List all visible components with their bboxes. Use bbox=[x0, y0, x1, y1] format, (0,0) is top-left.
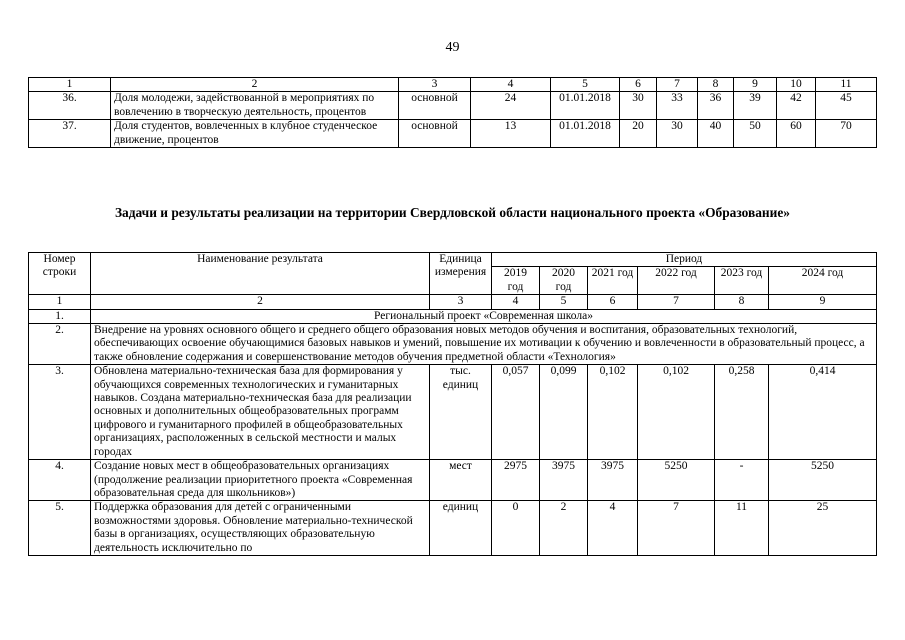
col-number-cell: 4 bbox=[492, 295, 540, 309]
indicators-header-row bbox=[29, 78, 877, 92]
column-numbers-row bbox=[29, 295, 877, 309]
header-year: 2024 год bbox=[769, 267, 877, 295]
header-row-number: Номер строки bbox=[29, 253, 91, 295]
col-number-cell: 5 bbox=[540, 295, 588, 309]
col-number-cell: 5 bbox=[551, 78, 620, 92]
table-row bbox=[29, 460, 877, 501]
header-year: 2019 год bbox=[492, 267, 540, 295]
table-row bbox=[29, 365, 877, 460]
year-value: 30 bbox=[657, 120, 698, 148]
year-value: 11 bbox=[715, 501, 769, 556]
year-value: 2975 bbox=[492, 460, 540, 501]
unit: мест bbox=[430, 460, 492, 501]
col-number-cell: 7 bbox=[657, 78, 698, 92]
year-value: 0,414 bbox=[769, 365, 877, 460]
col-number-cell: 1 bbox=[29, 295, 91, 309]
year-value: 33 bbox=[657, 92, 698, 120]
regional-project-title: Региональный проект «Современная школа» bbox=[91, 309, 877, 323]
base-date: 01.01.2018 bbox=[551, 120, 620, 148]
col-number-cell: 1 bbox=[29, 78, 111, 92]
table-row bbox=[29, 501, 877, 556]
header-period: Период bbox=[492, 253, 877, 267]
results-table bbox=[28, 252, 877, 556]
col-number-cell: 10 bbox=[777, 78, 816, 92]
col-number-cell: 8 bbox=[698, 78, 734, 92]
indicator-name: Доля студентов, вовлеченных в клубное студенческое движение, процентов bbox=[111, 120, 399, 148]
year-value: 20 bbox=[620, 120, 657, 148]
row-number: 37. bbox=[29, 120, 111, 148]
table-row bbox=[29, 309, 877, 323]
result-name: Поддержка образования для детей с ограниченными возможностями здоровья. Обновление материально-технической базы в организациях, осуществляющих образовательную деятельность исключительно по bbox=[91, 501, 430, 556]
year-value: 39 bbox=[734, 92, 777, 120]
col-number-cell: 2 bbox=[91, 295, 430, 309]
year-value: 0,258 bbox=[715, 365, 769, 460]
row-number: 5. bbox=[29, 501, 91, 556]
row-number: 1. bbox=[29, 309, 91, 323]
col-number-cell: 3 bbox=[399, 78, 471, 92]
year-value: 0,102 bbox=[638, 365, 715, 460]
col-number-cell: 7 bbox=[638, 295, 715, 309]
base-value: 13 bbox=[471, 120, 551, 148]
col-number-cell: 9 bbox=[769, 295, 877, 309]
col-number-cell: 3 bbox=[430, 295, 492, 309]
year-value: 5250 bbox=[769, 460, 877, 501]
row-number: 4. bbox=[29, 460, 91, 501]
result-name: Создание новых мест в общеобразовательных организациях (продолжение реализации приоритетного проекта «Современная образовательная среда для школьников») bbox=[91, 460, 430, 501]
col-number-cell: 9 bbox=[734, 78, 777, 92]
indicator-type: основной bbox=[399, 92, 471, 120]
year-value: 40 bbox=[698, 120, 734, 148]
col-number-cell: 8 bbox=[715, 295, 769, 309]
indicator-type: основной bbox=[399, 120, 471, 148]
year-value: 0 bbox=[492, 501, 540, 556]
section-title: Задачи и результаты реализации на территории Свердловской области национального проекта «Образование» bbox=[114, 205, 790, 220]
header-year: 2023 год bbox=[715, 267, 769, 295]
year-value: 2 bbox=[540, 501, 588, 556]
year-value: 45 bbox=[816, 92, 877, 120]
indicator-name: Доля молодежи, задействованной в мероприятиях по вовлечению в творческую деятельность, процентов bbox=[111, 92, 399, 120]
year-value: 36 bbox=[698, 92, 734, 120]
year-value: 30 bbox=[620, 92, 657, 120]
col-number-cell: 6 bbox=[620, 78, 657, 92]
year-value: 0,057 bbox=[492, 365, 540, 460]
header-year: 2021 год bbox=[588, 267, 638, 295]
header-year: 2022 год bbox=[638, 267, 715, 295]
page-number: 49 bbox=[445, 40, 460, 55]
year-value: 0,099 bbox=[540, 365, 588, 460]
base-date: 01.01.2018 bbox=[551, 92, 620, 120]
task-description: Внедрение на уровнях основного общего и среднего общего образования новых методов обучения и воспитания, образовательных технологий, обеспечивающих освоение обучающимися базовых навыков и умений, повышение их мотивации к обучению и вовлеченности в образовательный процесс, а также обновление содержания и совершенствование методов обучения предметной области «Технология» bbox=[91, 324, 877, 365]
table-row bbox=[29, 324, 877, 365]
col-number-cell: 2 bbox=[111, 78, 399, 92]
year-value: 7 bbox=[638, 501, 715, 556]
table-row bbox=[29, 120, 877, 148]
row-number: 36. bbox=[29, 92, 111, 120]
year-value: 3975 bbox=[540, 460, 588, 501]
year-value: 25 bbox=[769, 501, 877, 556]
year-value: 42 bbox=[777, 92, 816, 120]
results-header-row bbox=[29, 253, 877, 267]
indicators-table bbox=[28, 77, 877, 148]
header-year: 2020 год bbox=[540, 267, 588, 295]
year-value: 50 bbox=[734, 120, 777, 148]
year-value: 70 bbox=[816, 120, 877, 148]
base-value: 24 bbox=[471, 92, 551, 120]
year-value: 4 bbox=[588, 501, 638, 556]
table-row bbox=[29, 92, 877, 120]
result-name: Обновлена материально-техническая база для формирования у обучающихся современных технологических и гуманитарных навыков. Создана материально-техническая база для реализации основных и дополнительных общеобразовательных программ цифрового и гуманитарного профилей в общеобразовательных организациях, расположенных в сельской местности и малых городах bbox=[91, 365, 430, 460]
header-unit: Единица измерения bbox=[430, 253, 492, 295]
col-number-cell: 11 bbox=[816, 78, 877, 92]
year-value: 0,102 bbox=[588, 365, 638, 460]
row-number: 2. bbox=[29, 324, 91, 365]
row-number: 3. bbox=[29, 365, 91, 460]
year-value: - bbox=[715, 460, 769, 501]
year-value: 5250 bbox=[638, 460, 715, 501]
header-result-name: Наименование результата bbox=[91, 253, 430, 295]
year-value: 3975 bbox=[588, 460, 638, 501]
unit: единиц bbox=[430, 501, 492, 556]
col-number-cell: 4 bbox=[471, 78, 551, 92]
year-value: 60 bbox=[777, 120, 816, 148]
unit: тыс. единиц bbox=[430, 365, 492, 460]
col-number-cell: 6 bbox=[588, 295, 638, 309]
